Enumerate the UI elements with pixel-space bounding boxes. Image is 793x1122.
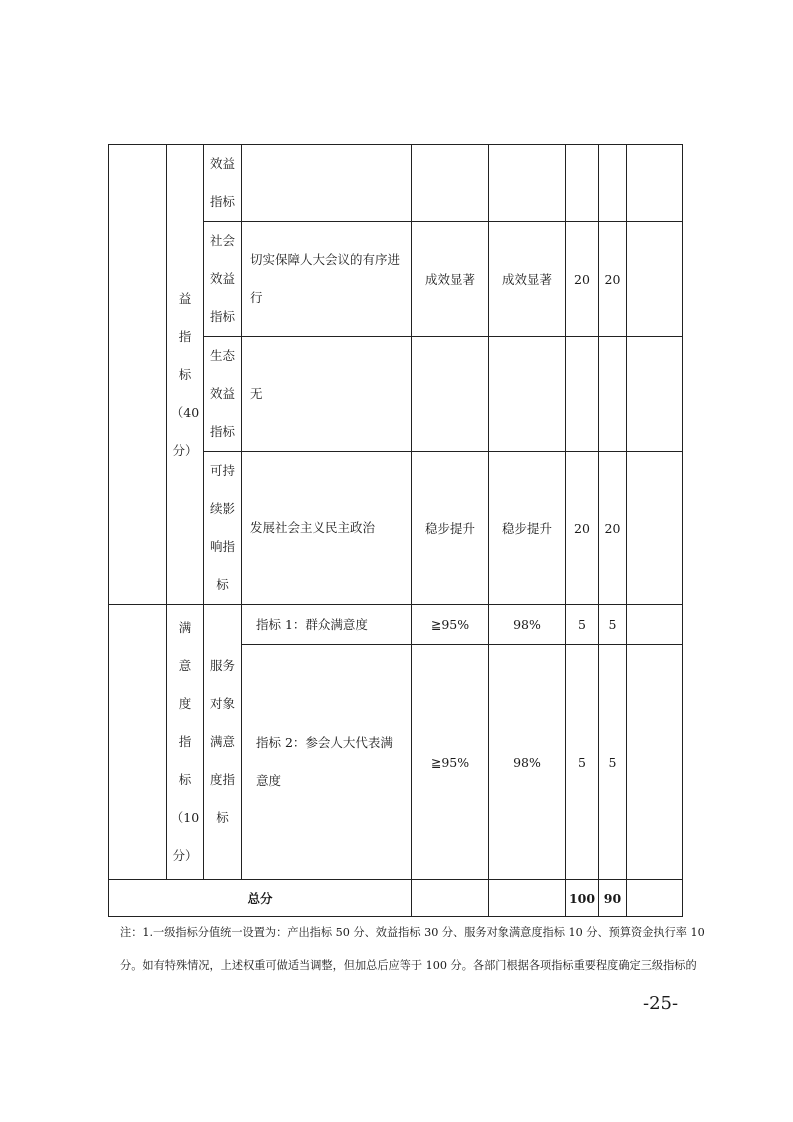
score-value	[599, 145, 627, 222]
weight-value	[566, 337, 599, 452]
actual-value	[489, 880, 566, 917]
total-weight: 100	[566, 880, 599, 917]
score-value: 5	[599, 645, 627, 880]
score-value	[599, 337, 627, 452]
level2-service-satisfaction-label: 服务 对象 满意 度指 标	[204, 605, 242, 880]
weight-value: 5	[566, 605, 599, 645]
remark-cell	[627, 880, 683, 917]
actual-value: 成效显著	[489, 222, 566, 337]
indicator-desc: 指标 2：参会人大代表满意度	[242, 645, 412, 880]
target-value	[412, 145, 489, 222]
level2-economic-label: 效益 指标	[204, 145, 242, 222]
remark-cell	[627, 222, 683, 337]
weight-value: 20	[566, 452, 599, 605]
indicator-desc: 发展社会主义民主政治	[242, 452, 412, 605]
page-number: -25-	[643, 993, 679, 1014]
level1-benefit-label: 益 指 标 （40 分）	[167, 145, 204, 605]
footnote-line-2: 分。如有特殊情况，上述权重可做适当调整，但加总后应等于 100 分。各部门根据各项指标重要程度确定三级指标的	[120, 959, 697, 972]
footnote-line-1: 注：1.一级指标分值统一设置为：产出指标 50 分、效益指标 30 分、服务对象满意度指标 10 分、预算资金执行率 10	[120, 926, 705, 939]
weight-value	[566, 145, 599, 222]
level1-blank-cell	[109, 145, 167, 605]
table-row-economic-benefit	[109, 145, 683, 222]
weight-value: 5	[566, 645, 599, 880]
total-label: 总分	[109, 880, 412, 917]
actual-value: 稳步提升	[489, 452, 566, 605]
remark-cell	[627, 452, 683, 605]
score-value: 20	[599, 452, 627, 605]
target-value: ≧95%	[412, 645, 489, 880]
indicator-desc	[242, 145, 412, 222]
level2-social-label: 社会 效益 指标	[204, 222, 242, 337]
table-footnote	[120, 916, 705, 982]
weight-value: 20	[566, 222, 599, 337]
indicator-desc: 切实保障人大会议的有序进行	[242, 222, 412, 337]
level1-satisfaction-label: 满 意 度 指 标 （10 分）	[167, 605, 204, 880]
performance-table	[108, 144, 683, 917]
target-value: 成效显著	[412, 222, 489, 337]
indicator-desc: 指标 1：群众满意度	[242, 605, 412, 645]
score-value: 5	[599, 605, 627, 645]
remark-cell	[627, 145, 683, 222]
table-row-total	[109, 880, 683, 917]
score-value: 20	[599, 222, 627, 337]
level2-sustainable-label: 可持 续影 响指 标	[204, 452, 242, 605]
actual-value: 98%	[489, 605, 566, 645]
actual-value	[489, 337, 566, 452]
target-value	[412, 880, 489, 917]
actual-value	[489, 145, 566, 222]
actual-value: 98%	[489, 645, 566, 880]
level2-ecological-label: 生态 效益 指标	[204, 337, 242, 452]
remark-cell	[627, 337, 683, 452]
target-value: ≧95%	[412, 605, 489, 645]
remark-cell	[627, 645, 683, 880]
total-score: 90	[599, 880, 627, 917]
table-row-satisfaction-1	[109, 605, 683, 645]
indicator-desc: 无	[242, 337, 412, 452]
target-value	[412, 337, 489, 452]
target-value: 稳步提升	[412, 452, 489, 605]
level1-blank-cell	[109, 605, 167, 880]
remark-cell	[627, 605, 683, 645]
